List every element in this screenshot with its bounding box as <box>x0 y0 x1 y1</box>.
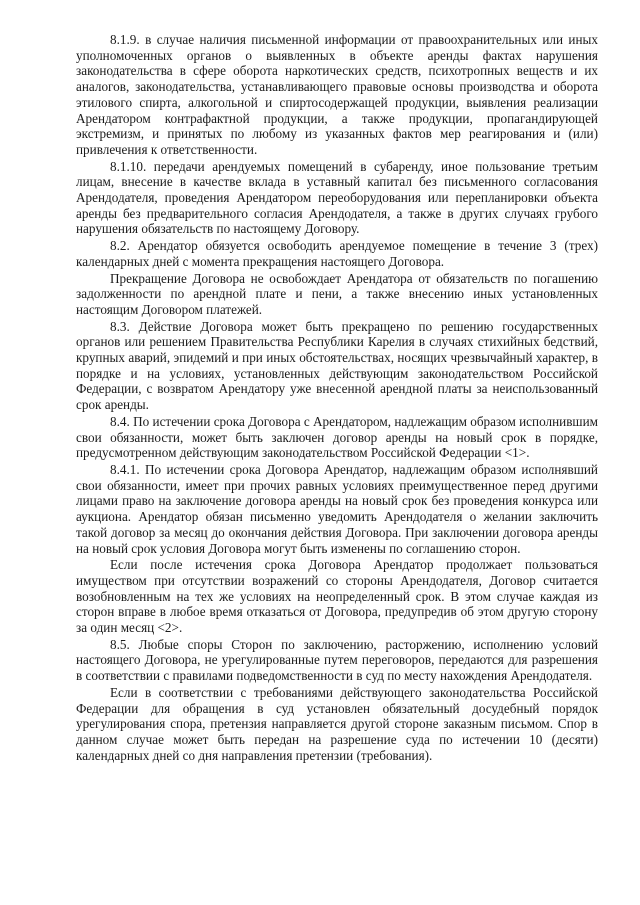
paragraph-renewal: Если после истечения срока Договора Арендатор продолжает пользоваться имуществом при отсутствии возражений со стороны Арендодателя, Договор считается возобновленным на тех же условиях на неопределенный срок. В этом случае каждая из сторон вправе в любое время отказаться от Договора, предупредив об этом другую сторону за один месяц <2>. <box>76 557 598 636</box>
paragraph-8-4: 8.4. По истечении срока Договора с Арендатором, надлежащим образом исполнившим свои обязанности, может быть заключен договор аренды на новый срок в порядке, предусмотренном действующим законодательством Российской Федерации <1>. <box>76 413 598 461</box>
paragraph-8-5: 8.5. Любые споры Сторон по заключению, расторжению, исполнению условий настоящего Договора, не урегулированные путем переговоров, передаются для разрешения в соответствии с правилами подведомственности в суд по месту нахождения Арендодателя. <box>76 636 598 684</box>
paragraph-8-1-10: 8.1.10. передачи арендуемых помещений в субаренду, иное пользование третьим лицам, внесение в качестве вклада в уставный капитал без письменного согласования Арендодателя, проведения Арендатором переоборудования или перепланировки объекта аренды без предварительного согласия Арендодателя, а также в других случаях грубого нарушения обязательств по настоящему Договору. <box>76 158 598 237</box>
paragraph-8-3: 8.3. Действие Договора может быть прекращено по решению государственных органов или решением Правительства Республики Карелия в случаях стихийных бедствий, крупных аварий, эпидемий и при иных обстоятельствах, носящих чрезвычайный характер, в порядке и на условиях, установленных действующим законодательством Российской Федерации, с возвратом Арендатору уже внесенной арендной платы за неиспользованный срок аренды. <box>76 318 598 413</box>
paragraph-pretrial-claim: Если в соответствии с требованиями действующего законодательства Российской Федерации для обращения в суд установлен обязательный досудебный порядок урегулирования спора, претензия направляется другой стороне заказным письмом. Спор в данном случае может быть передан на разрешение суда по истечении 10 (десяти) календарных дней со дня направления претензии (требования). <box>76 684 598 763</box>
paragraph-8-1-9: 8.1.9. в случае наличия письменной информации от правоохранительных или иных уполномоченных органов о выявленных в объекте аренды фактах нарушения законодательства в сфере оборота наркотических средств, психотропных веществ и их аналогов, законодательства, устанавливающего правовые основы производства и оборота этилового спирта, алкогольной и спиртосодержащей продукции, выявления реализации Арендатором контрафактной продукции, а также продукции, пропагандирующей экстремизм, и принятых по любому из указанных фактов мер реагирования и (или) привлечения к ответственности. <box>76 32 598 157</box>
paragraph-8-2: 8.2. Арендатор обязуется освободить арендуемое помещение в течение 3 (трех) календарных дней с момента прекращения настоящего Договора. <box>76 238 598 269</box>
paragraph-termination-obligations: Прекращение Договора не освобождает Арендатора от обязательств по погашению задолженности по арендной плате и пени, а также внесению иных установленных настоящим Договором платежей. <box>76 270 598 317</box>
paragraph-8-4-1: 8.4.1. По истечении срока Договора Арендатор, надлежащим образом исполнявший свои обязанности, имеет при прочих равных условиях преимущественное перед другими лицами право на заключение договора аренды на новый срок без проведения конкурса или аукциона. Арендатор обязан письменно уведомить Арендодателя о желании заключить такой договор за месяц до окончания действия Договора. При заключении договора аренды на новый срок условия Договора могут быть изменены по соглашению сторон. <box>76 461 598 556</box>
document-body <box>76 32 598 764</box>
